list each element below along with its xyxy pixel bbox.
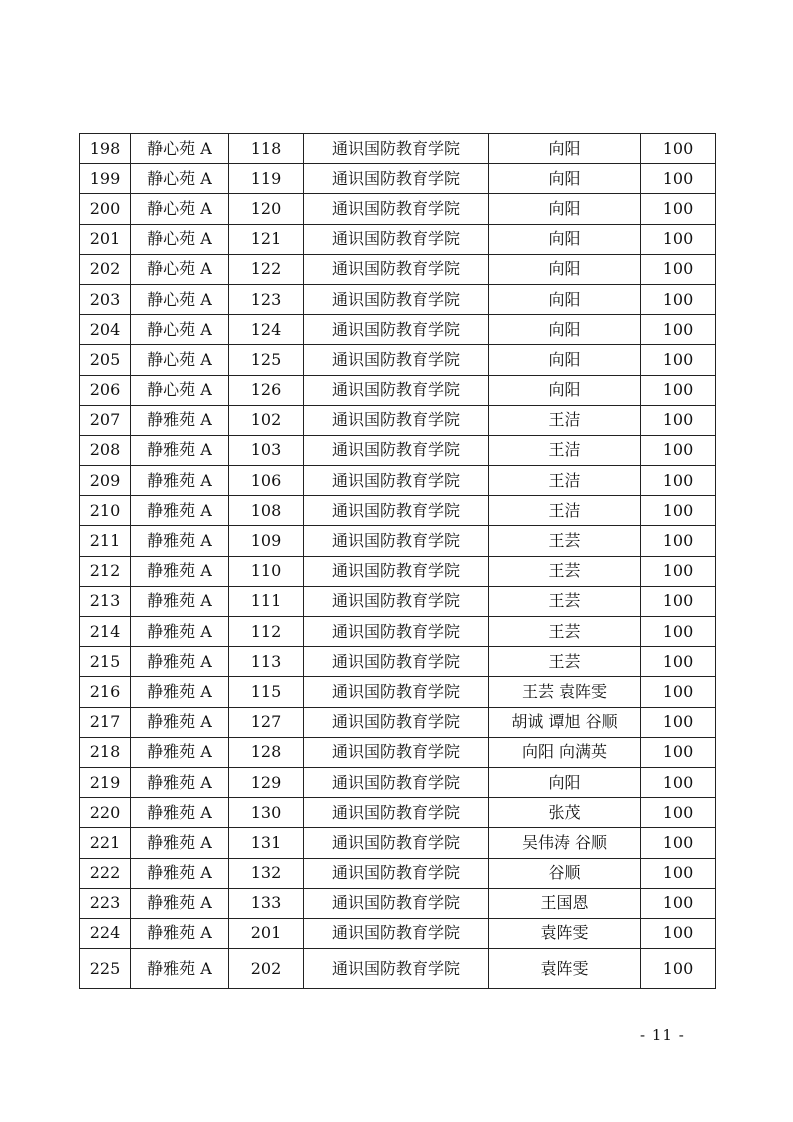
table-row	[80, 526, 716, 556]
table-row	[80, 647, 716, 677]
table-row	[80, 737, 716, 767]
cell-building: 静心苑 A	[131, 345, 229, 375]
cell-staff: 向阳	[489, 315, 641, 345]
cell-room: 120	[229, 194, 304, 224]
cell-room: 106	[229, 466, 304, 496]
cell-room: 129	[229, 767, 304, 797]
cell-building: 静雅苑 A	[131, 435, 229, 465]
table-row	[80, 617, 716, 647]
cell-building: 静雅苑 A	[131, 828, 229, 858]
table-row	[80, 164, 716, 194]
cell-room: 127	[229, 707, 304, 737]
cell-score: 100	[641, 767, 716, 797]
cell-row-number: 204	[80, 315, 131, 345]
cell-score: 100	[641, 737, 716, 767]
table-row	[80, 194, 716, 224]
cell-room: 109	[229, 526, 304, 556]
page-number: - 11 -	[640, 1026, 685, 1044]
cell-score: 100	[641, 496, 716, 526]
table-row	[80, 798, 716, 828]
cell-row-number: 223	[80, 888, 131, 918]
table-row	[80, 284, 716, 314]
cell-room: 202	[229, 949, 304, 989]
cell-college: 通识国防教育学院	[304, 496, 489, 526]
cell-staff: 袁阵雯	[489, 949, 641, 989]
table-row	[80, 134, 716, 164]
cell-row-number: 212	[80, 556, 131, 586]
table-row	[80, 858, 716, 888]
cell-college: 通识国防教育学院	[304, 949, 489, 989]
cell-staff: 王洁	[489, 435, 641, 465]
cell-building: 静雅苑 A	[131, 405, 229, 435]
cell-score: 100	[641, 858, 716, 888]
cell-college: 通识国防教育学院	[304, 134, 489, 164]
cell-row-number: 218	[80, 737, 131, 767]
cell-score: 100	[641, 405, 716, 435]
cell-staff: 向阳	[489, 194, 641, 224]
cell-building: 静雅苑 A	[131, 798, 229, 828]
cell-room: 131	[229, 828, 304, 858]
cell-row-number: 201	[80, 224, 131, 254]
cell-room: 125	[229, 345, 304, 375]
cell-college: 通识国防教育学院	[304, 224, 489, 254]
cell-building: 静心苑 A	[131, 254, 229, 284]
table-row	[80, 254, 716, 284]
table-row	[80, 949, 716, 989]
cell-room: 133	[229, 888, 304, 918]
cell-score: 100	[641, 526, 716, 556]
cell-building: 静雅苑 A	[131, 707, 229, 737]
cell-staff: 向阳	[489, 767, 641, 797]
cell-college: 通识国防教育学院	[304, 647, 489, 677]
cell-building: 静雅苑 A	[131, 466, 229, 496]
cell-row-number: 198	[80, 134, 131, 164]
dormitory-inspection-table	[79, 133, 716, 989]
table-row	[80, 828, 716, 858]
cell-building: 静雅苑 A	[131, 949, 229, 989]
cell-room: 119	[229, 164, 304, 194]
table-row	[80, 888, 716, 918]
cell-staff: 向阳	[489, 284, 641, 314]
cell-staff: 向阳 向满英	[489, 737, 641, 767]
cell-college: 通识国防教育学院	[304, 767, 489, 797]
cell-room: 124	[229, 315, 304, 345]
cell-room: 121	[229, 224, 304, 254]
cell-college: 通识国防教育学院	[304, 254, 489, 284]
cell-room: 103	[229, 435, 304, 465]
cell-staff: 王芸	[489, 556, 641, 586]
cell-building: 静心苑 A	[131, 194, 229, 224]
cell-row-number: 222	[80, 858, 131, 888]
cell-college: 通识国防教育学院	[304, 918, 489, 948]
cell-row-number: 220	[80, 798, 131, 828]
cell-building: 静雅苑 A	[131, 617, 229, 647]
cell-row-number: 224	[80, 918, 131, 948]
cell-college: 通识国防教育学院	[304, 164, 489, 194]
table-row	[80, 345, 716, 375]
cell-score: 100	[641, 828, 716, 858]
table-body	[80, 134, 716, 989]
cell-building: 静心苑 A	[131, 284, 229, 314]
cell-building: 静心苑 A	[131, 315, 229, 345]
cell-staff: 王芸	[489, 526, 641, 556]
cell-building: 静雅苑 A	[131, 767, 229, 797]
table-row	[80, 466, 716, 496]
cell-staff: 张茂	[489, 798, 641, 828]
cell-college: 通识国防教育学院	[304, 707, 489, 737]
cell-college: 通识国防教育学院	[304, 315, 489, 345]
cell-row-number: 215	[80, 647, 131, 677]
cell-room: 126	[229, 375, 304, 405]
cell-college: 通识国防教育学院	[304, 405, 489, 435]
cell-staff: 谷顺	[489, 858, 641, 888]
cell-staff: 王芸	[489, 617, 641, 647]
cell-row-number: 203	[80, 284, 131, 314]
cell-room: 130	[229, 798, 304, 828]
table-row	[80, 496, 716, 526]
cell-score: 100	[641, 254, 716, 284]
cell-building: 静雅苑 A	[131, 496, 229, 526]
cell-room: 110	[229, 556, 304, 586]
table-row	[80, 435, 716, 465]
cell-staff: 胡诚 谭旭 谷顺	[489, 707, 641, 737]
cell-building: 静心苑 A	[131, 375, 229, 405]
cell-row-number: 211	[80, 526, 131, 556]
cell-row-number: 225	[80, 949, 131, 989]
cell-college: 通识国防教育学院	[304, 194, 489, 224]
cell-staff: 向阳	[489, 224, 641, 254]
cell-row-number: 208	[80, 435, 131, 465]
cell-row-number: 217	[80, 707, 131, 737]
cell-staff: 王国恩	[489, 888, 641, 918]
cell-room: 128	[229, 737, 304, 767]
cell-score: 100	[641, 949, 716, 989]
cell-row-number: 202	[80, 254, 131, 284]
cell-staff: 王洁	[489, 496, 641, 526]
table-row	[80, 405, 716, 435]
cell-staff: 袁阵雯	[489, 918, 641, 948]
cell-score: 100	[641, 134, 716, 164]
cell-college: 通识国防教育学院	[304, 586, 489, 616]
cell-score: 100	[641, 918, 716, 948]
cell-row-number: 207	[80, 405, 131, 435]
cell-staff: 王芸	[489, 586, 641, 616]
table-row	[80, 224, 716, 254]
cell-college: 通识国防教育学院	[304, 284, 489, 314]
cell-college: 通识国防教育学院	[304, 526, 489, 556]
cell-college: 通识国防教育学院	[304, 737, 489, 767]
cell-score: 100	[641, 647, 716, 677]
cell-staff: 王芸	[489, 647, 641, 677]
table-row	[80, 918, 716, 948]
cell-row-number: 199	[80, 164, 131, 194]
cell-building: 静雅苑 A	[131, 888, 229, 918]
cell-room: 201	[229, 918, 304, 948]
cell-college: 通识国防教育学院	[304, 828, 489, 858]
table-row	[80, 375, 716, 405]
cell-building: 静雅苑 A	[131, 526, 229, 556]
cell-building: 静雅苑 A	[131, 737, 229, 767]
cell-row-number: 200	[80, 194, 131, 224]
cell-score: 100	[641, 164, 716, 194]
cell-building: 静雅苑 A	[131, 858, 229, 888]
cell-staff: 吴伟涛 谷顺	[489, 828, 641, 858]
cell-row-number: 221	[80, 828, 131, 858]
table-row	[80, 556, 716, 586]
cell-row-number: 210	[80, 496, 131, 526]
cell-staff: 向阳	[489, 134, 641, 164]
cell-room: 118	[229, 134, 304, 164]
cell-score: 100	[641, 677, 716, 707]
cell-score: 100	[641, 798, 716, 828]
cell-staff: 王洁	[489, 466, 641, 496]
cell-score: 100	[641, 707, 716, 737]
cell-row-number: 216	[80, 677, 131, 707]
cell-building: 静心苑 A	[131, 164, 229, 194]
cell-score: 100	[641, 888, 716, 918]
cell-staff: 向阳	[489, 375, 641, 405]
cell-building: 静心苑 A	[131, 224, 229, 254]
cell-row-number: 209	[80, 466, 131, 496]
cell-college: 通识国防教育学院	[304, 617, 489, 647]
cell-score: 100	[641, 466, 716, 496]
cell-college: 通识国防教育学院	[304, 345, 489, 375]
cell-row-number: 206	[80, 375, 131, 405]
cell-staff: 向阳	[489, 164, 641, 194]
cell-room: 108	[229, 496, 304, 526]
cell-building: 静心苑 A	[131, 134, 229, 164]
cell-room: 122	[229, 254, 304, 284]
cell-college: 通识国防教育学院	[304, 466, 489, 496]
cell-college: 通识国防教育学院	[304, 798, 489, 828]
cell-room: 113	[229, 647, 304, 677]
cell-score: 100	[641, 617, 716, 647]
cell-room: 123	[229, 284, 304, 314]
cell-score: 100	[641, 586, 716, 616]
cell-row-number: 205	[80, 345, 131, 375]
cell-college: 通识国防教育学院	[304, 677, 489, 707]
cell-score: 100	[641, 315, 716, 345]
cell-room: 132	[229, 858, 304, 888]
cell-building: 静雅苑 A	[131, 677, 229, 707]
table-row	[80, 767, 716, 797]
table-row	[80, 586, 716, 616]
cell-row-number: 213	[80, 586, 131, 616]
cell-room: 112	[229, 617, 304, 647]
cell-score: 100	[641, 194, 716, 224]
cell-staff: 王洁	[489, 405, 641, 435]
table-row	[80, 677, 716, 707]
cell-college: 通识国防教育学院	[304, 435, 489, 465]
cell-score: 100	[641, 345, 716, 375]
cell-staff: 王芸 袁阵雯	[489, 677, 641, 707]
cell-staff: 向阳	[489, 345, 641, 375]
cell-building: 静雅苑 A	[131, 647, 229, 677]
cell-room: 115	[229, 677, 304, 707]
cell-score: 100	[641, 284, 716, 314]
table-row	[80, 315, 716, 345]
cell-building: 静雅苑 A	[131, 556, 229, 586]
cell-score: 100	[641, 435, 716, 465]
cell-row-number: 214	[80, 617, 131, 647]
cell-college: 通识国防教育学院	[304, 858, 489, 888]
cell-college: 通识国防教育学院	[304, 375, 489, 405]
cell-room: 111	[229, 586, 304, 616]
table-row	[80, 707, 716, 737]
cell-college: 通识国防教育学院	[304, 888, 489, 918]
cell-staff: 向阳	[489, 254, 641, 284]
cell-building: 静雅苑 A	[131, 586, 229, 616]
cell-score: 100	[641, 556, 716, 586]
cell-row-number: 219	[80, 767, 131, 797]
cell-room: 102	[229, 405, 304, 435]
cell-score: 100	[641, 224, 716, 254]
cell-college: 通识国防教育学院	[304, 556, 489, 586]
cell-score: 100	[641, 375, 716, 405]
cell-building: 静雅苑 A	[131, 918, 229, 948]
